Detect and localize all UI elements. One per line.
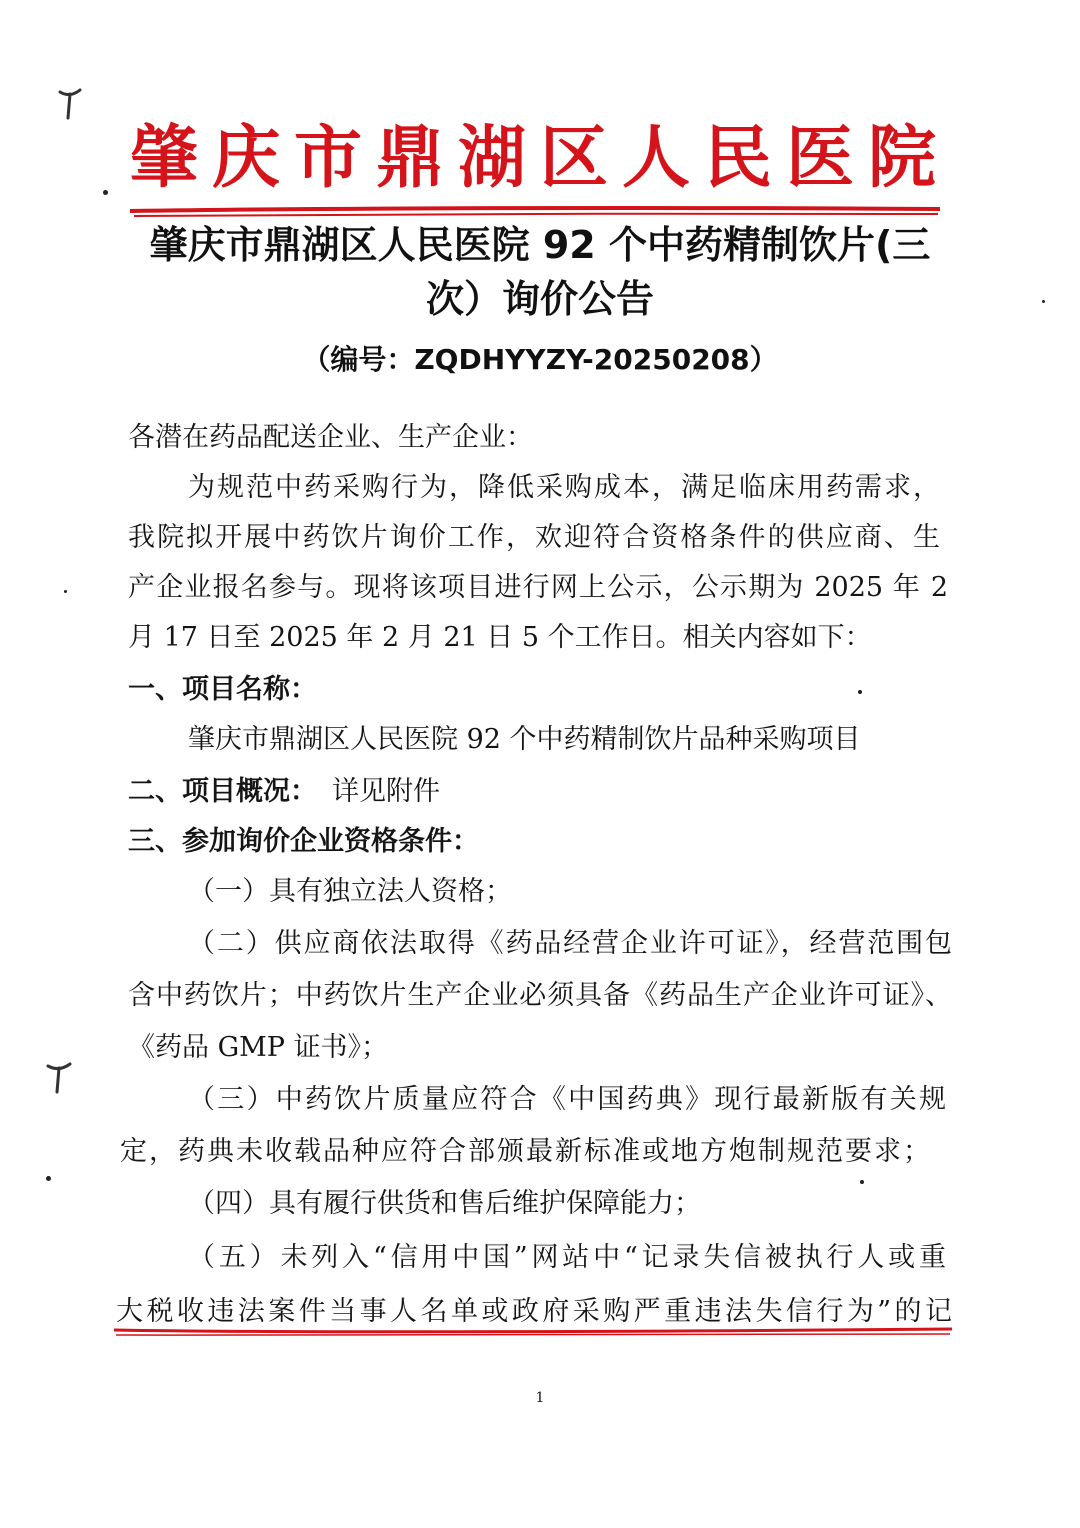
document-title (120, 218, 960, 326)
item5-line-1: （五）未列入“信用中国”网站中“记录失信被执行人或重 (188, 1242, 946, 1273)
scan-speck (64, 590, 67, 593)
scan-speck (103, 190, 108, 195)
scan-speck (46, 1176, 51, 1181)
para1-line-4: 月 17 日至 2025 年 2 月 21 日 5 个工作日。相关内容如下： (128, 622, 872, 653)
document-number: （编号：ZQDHYYZY-20250208） (302, 343, 778, 376)
item3-line-2: 定，药典未收载品种应符合部颁最新标准或地方炮制规范要求； (120, 1136, 930, 1167)
section2-heading: 二、项目概况： (128, 776, 317, 807)
red-underline-annotation (112, 1326, 954, 1338)
scan-mark-icon (56, 86, 84, 120)
letterhead: 肇庆市鼎湖区人民医院 (129, 118, 950, 198)
item4: （四）具有履行供货和售后维护保障能力； (188, 1188, 701, 1219)
title-line-2: 次）询价公告 (425, 277, 654, 321)
para1-line-1: 为规范中药采购行为，降低采购成本，满足临床用药需求， (188, 472, 940, 503)
item2-line-3: 《药品 GMP 证书》； (128, 1032, 389, 1063)
section2-text: 详见附件 (332, 776, 440, 807)
item1: （一）具有独立法人资格； (188, 876, 512, 907)
title-line-1: 肇庆市鼎湖区人民医院 92 个中药精制饮片(三 (149, 223, 931, 267)
scan-speck (858, 690, 862, 694)
section1-heading: 一、项目名称： (128, 674, 317, 705)
letterhead-red-rule (128, 205, 942, 219)
item2-line-2: 含中药饮片；中药饮片生产企业必须具备《药品生产企业许可证》、 (128, 980, 952, 1011)
scan-speck (1042, 300, 1045, 303)
item5-line-2: 大税收违法案件当事人名单或政府采购严重违法失信行为”的记 (116, 1296, 952, 1327)
para1-line-2: 我院拟开展中药饮片询价工作，欢迎符合资格条件的供应商、生 (128, 522, 940, 553)
salutation: 各潜在药品配送企业、生产企业： (128, 422, 533, 453)
section3-heading: 三、参加询价企业资格条件： (128, 826, 479, 857)
item2-line-1: （二）供应商依法取得《药品经营企业许可证》，经营范围包 (188, 928, 952, 959)
para1-line-3: 产企业报名参与。现将该项目进行网上公示，公示期为 2025 年 2 (128, 572, 948, 603)
scan-mark-icon-2 (44, 1058, 74, 1096)
section1-text: 肇庆市鼎湖区人民医院 92 个中药精制饮片品种采购项目 (188, 724, 861, 755)
page-number: 1 (535, 1390, 545, 1406)
scan-speck (860, 1180, 864, 1184)
item3-line-1: （三）中药饮片质量应符合《中国药典》现行最新版有关规 (188, 1084, 946, 1115)
